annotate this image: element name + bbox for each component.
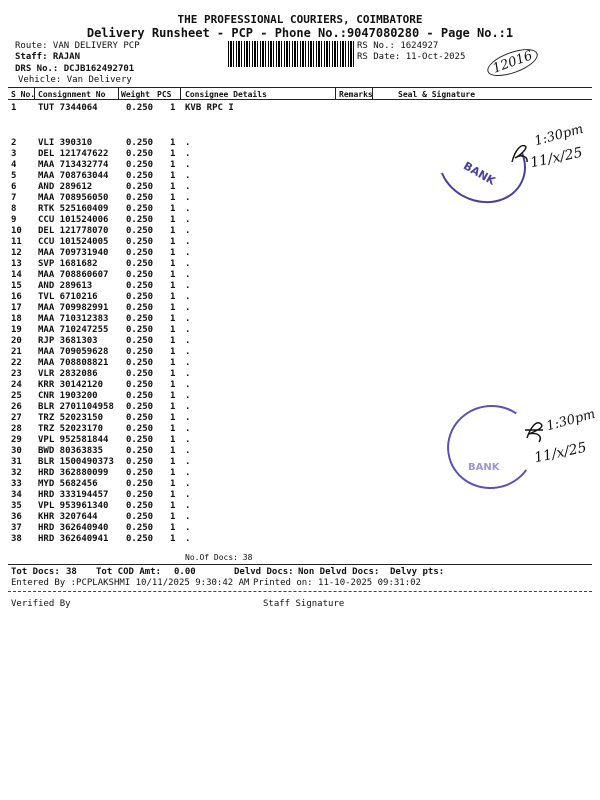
row-consignee-details: .: [185, 160, 191, 170]
row-sno: 10: [11, 226, 22, 236]
row-consignee-details: .: [185, 281, 191, 291]
table-row: [0, 369, 600, 380]
signature-scribble: [523, 418, 547, 444]
table-row: [0, 237, 600, 248]
row-consignment: VLI 390310: [38, 138, 93, 148]
rs-date: RS Date: 11-Oct-2025: [357, 52, 466, 62]
row-sno: 6: [11, 182, 17, 192]
table-row: [0, 314, 600, 325]
row-weight: 0.250: [126, 468, 154, 478]
row-consignee-details: .: [185, 138, 191, 148]
table-bottom-rule: [8, 564, 592, 565]
row-pcs: 1: [170, 534, 176, 544]
row-weight: 0.250: [126, 193, 154, 203]
row-consignee-details: .: [185, 259, 191, 269]
row-sno: 23: [11, 369, 22, 379]
drs-number: DRS No.: DCJB162492701: [15, 64, 135, 74]
row-consignment: TRZ 52023170: [38, 424, 104, 434]
row-weight: 0.250: [126, 248, 154, 258]
row-weight: 0.250: [126, 391, 154, 401]
row-consignee-details: .: [185, 149, 191, 159]
no-of-docs: No.Of Docs: 38: [185, 553, 253, 562]
row-consignment: VPL 952581844: [38, 435, 109, 445]
row-weight: 0.250: [126, 336, 154, 346]
table-row: [0, 336, 600, 347]
footer-rule: [8, 591, 592, 592]
verified-by: Verified By: [11, 599, 71, 609]
row-sno: 36: [11, 512, 22, 522]
row-consignment: HRD 362880099: [38, 468, 109, 478]
row-consignment: TRZ 52023150: [38, 413, 104, 423]
row-weight: 0.250: [126, 204, 154, 214]
row-pcs: 1: [170, 281, 176, 291]
row-consignee-details: .: [185, 424, 191, 434]
row-pcs: 1: [170, 149, 176, 159]
row-sno: 1: [11, 103, 17, 113]
row-sno: 18: [11, 314, 22, 324]
row-pcs: 1: [170, 402, 176, 412]
tot-docs-label: Tot Docs:: [11, 567, 60, 577]
row-consignee-details: .: [185, 325, 191, 335]
table-row: [0, 534, 600, 545]
row-pcs: 1: [170, 270, 176, 280]
row-consignee-details: .: [185, 468, 191, 478]
stamp-date: 11/x/25: [528, 144, 585, 172]
row-consignee-details: .: [185, 171, 191, 181]
row-consignee-details: .: [185, 523, 191, 533]
row-weight: 0.250: [126, 347, 154, 357]
row-pcs: 1: [170, 248, 176, 258]
row-consignee-details: .: [185, 435, 191, 445]
row-consignment: VLR 2832086: [38, 369, 98, 379]
row-pcs: 1: [170, 413, 176, 423]
row-weight: 0.250: [126, 413, 154, 423]
row-consignee-details: .: [185, 182, 191, 192]
row-sno: 28: [11, 424, 22, 434]
col-divider: [180, 87, 181, 99]
row-consignee-details: .: [185, 358, 191, 368]
row-pcs: 1: [170, 424, 176, 434]
row-weight: 0.250: [126, 424, 154, 434]
table-row: [0, 103, 600, 114]
delvd-docs: Delvd Docs:: [234, 567, 294, 577]
barcode: [228, 41, 354, 67]
row-consignment: MAA 708763044: [38, 171, 109, 181]
row-pcs: 1: [170, 358, 176, 368]
row-weight: 0.250: [126, 171, 154, 181]
row-weight: 0.250: [126, 358, 154, 368]
row-consignee-details: .: [185, 248, 191, 258]
row-weight: 0.250: [126, 369, 154, 379]
row-consignee-details: .: [185, 237, 191, 247]
row-pcs: 1: [170, 138, 176, 148]
row-pcs: 1: [170, 314, 176, 324]
row-weight: 0.250: [126, 281, 154, 291]
row-consignee-details: .: [185, 369, 191, 379]
table-row: [0, 270, 600, 281]
stamp-text: BANK: [468, 462, 500, 473]
row-sno: 5: [11, 171, 17, 181]
row-consignment: TUT 7344064: [38, 103, 98, 113]
row-pcs: 1: [170, 226, 176, 236]
row-pcs: 1: [170, 325, 176, 335]
vehicle: Vehicle: Van Delivery: [18, 75, 132, 85]
row-sno: 17: [11, 303, 22, 313]
row-sno: 19: [11, 325, 22, 335]
row-pcs: 1: [170, 237, 176, 247]
row-consignment: CCU 101524005: [38, 237, 109, 247]
row-consignment: CNR 1903200: [38, 391, 98, 401]
row-pcs: 1: [170, 182, 176, 192]
route: Route: VAN DELIVERY PCP: [15, 41, 140, 51]
table-row: [0, 215, 600, 226]
runsheet-title: Delivery Runsheet - PCP - Phone No.:9047080280 - Page No.:1: [86, 26, 514, 40]
row-consignment: MAA 713432774: [38, 160, 109, 170]
row-consignee-details: .: [185, 292, 191, 302]
stamp-date: 11/x/25: [532, 439, 589, 467]
table-row: [0, 281, 600, 292]
row-pcs: 1: [170, 259, 176, 269]
row-consignee-details: .: [185, 215, 191, 225]
row-consignee-details: .: [185, 270, 191, 280]
row-consignment: MAA 710247255: [38, 325, 109, 335]
row-consignee-details: .: [185, 391, 191, 401]
row-sno: 16: [11, 292, 22, 302]
row-sno: 27: [11, 413, 22, 423]
row-sno: 8: [11, 204, 17, 214]
row-consignee-details: .: [185, 204, 191, 214]
row-consignment: HRD 362640940: [38, 523, 109, 533]
row-sno: 12: [11, 248, 22, 258]
row-consignment: RJP 3681303: [38, 336, 98, 346]
header-bottom-rule: [8, 99, 592, 100]
row-consignee-details: .: [185, 314, 191, 324]
row-pcs: 1: [170, 501, 176, 511]
row-consignee-details: .: [185, 402, 191, 412]
row-pcs: 1: [170, 457, 176, 467]
row-pcs: 1: [170, 512, 176, 522]
table-row: [0, 259, 600, 270]
row-consignment: MYD 5682456: [38, 479, 98, 489]
row-consignment: SVP 1681682: [38, 259, 98, 269]
row-sno: 37: [11, 523, 22, 533]
row-weight: 0.250: [126, 226, 154, 236]
row-pcs: 1: [170, 446, 176, 456]
row-pcs: 1: [170, 380, 176, 390]
table-row: [0, 248, 600, 259]
stamp-time: 1:30pm: [544, 406, 597, 435]
col-divider: [372, 87, 373, 99]
tot-docs-value: 38: [66, 567, 77, 577]
table-row: [0, 380, 600, 391]
row-consignee-details: KVB RPC I: [185, 103, 234, 113]
row-consignment: BWD 80363835: [38, 446, 104, 456]
row-consignment: DEL 121747622: [38, 149, 109, 159]
handwritten-note: 12016: [484, 44, 541, 82]
row-pcs: 1: [170, 204, 176, 214]
row-weight: 0.250: [126, 303, 154, 313]
delvy-pts: Delvy pts:: [390, 567, 445, 577]
row-consignment: KHR 3207644: [38, 512, 98, 522]
row-pcs: 1: [170, 171, 176, 181]
row-sno: 30: [11, 446, 22, 456]
signature-scribble: [509, 140, 531, 166]
row-consignee-details: .: [185, 490, 191, 500]
row-weight: 0.250: [126, 479, 154, 489]
table-row: [0, 325, 600, 336]
row-pcs: 1: [170, 336, 176, 346]
row-consignee-details: .: [185, 446, 191, 456]
table-row: [0, 303, 600, 314]
row-consignee-details: .: [185, 501, 191, 511]
header-top-rule: [8, 87, 592, 88]
company-name: THE PROFESSIONAL COURIERS, COIMBATORE: [177, 13, 423, 26]
staff: Staff: RAJAN: [15, 52, 81, 62]
row-pcs: 1: [170, 468, 176, 478]
staff-signature: Staff Signature: [263, 599, 345, 609]
row-consignment: AND 289612: [38, 182, 93, 192]
table-row: [0, 347, 600, 358]
row-consignee-details: .: [185, 303, 191, 313]
row-sno: 13: [11, 259, 22, 269]
tot-cod-value: 0.00: [174, 567, 196, 577]
row-sno: 7: [11, 193, 17, 203]
row-consignee-details: .: [185, 380, 191, 390]
row-weight: 0.250: [126, 182, 154, 192]
row-consignment: MAA 708860607: [38, 270, 109, 280]
row-sno: 9: [11, 215, 17, 225]
row-sno: 3: [11, 149, 17, 159]
row-sno: 32: [11, 468, 22, 478]
row-pcs: 1: [170, 160, 176, 170]
stamp-text: BANK: [461, 159, 498, 188]
col-divider: [335, 87, 336, 99]
row-pcs: 1: [170, 347, 176, 357]
row-sno: 31: [11, 457, 22, 467]
row-consignment: MAA 708808821: [38, 358, 109, 368]
row-consignment: BLR 1500490373: [38, 457, 114, 467]
col-remarks: Remarks: [339, 90, 373, 99]
row-sno: 2: [11, 138, 17, 148]
row-weight: 0.250: [126, 380, 154, 390]
table-row: [0, 204, 600, 215]
row-sno: 34: [11, 490, 22, 500]
row-consignment: BLR 2701104958: [38, 402, 114, 412]
row-consignment: MAA 709059628: [38, 347, 109, 357]
table-row: [0, 490, 600, 501]
row-weight: 0.250: [126, 402, 154, 412]
row-weight: 0.250: [126, 457, 154, 467]
row-weight: 0.250: [126, 103, 154, 113]
row-sno: 33: [11, 479, 22, 489]
row-weight: 0.250: [126, 512, 154, 522]
tot-cod-label: Tot COD Amt:: [96, 567, 162, 577]
row-sno: 26: [11, 402, 22, 412]
row-sno: 15: [11, 281, 22, 291]
table-row: [0, 358, 600, 369]
row-pcs: 1: [170, 369, 176, 379]
row-weight: 0.250: [126, 325, 154, 335]
row-consignment: CCU 101524006: [38, 215, 109, 225]
table-row: [0, 523, 600, 534]
col-divider: [118, 87, 119, 99]
row-weight: 0.250: [126, 292, 154, 302]
col-consignee-details: Consignee Details: [185, 90, 267, 99]
row-weight: 0.250: [126, 270, 154, 280]
row-sno: 4: [11, 160, 17, 170]
row-consignment: MAA 710312383: [38, 314, 109, 324]
row-sno: 24: [11, 380, 22, 390]
row-pcs: 1: [170, 490, 176, 500]
non-delvd-docs: Non Delvd Docs:: [298, 567, 380, 577]
row-weight: 0.250: [126, 259, 154, 269]
row-consignment: HRD 362640941: [38, 534, 109, 544]
row-consignee-details: .: [185, 336, 191, 346]
row-pcs: 1: [170, 103, 176, 113]
col-consignment: Consignment No: [38, 90, 106, 99]
col-pcs: PCS: [157, 90, 172, 99]
col-sno: S No.: [11, 90, 36, 99]
row-weight: 0.250: [126, 314, 154, 324]
row-weight: 0.250: [126, 523, 154, 533]
row-pcs: 1: [170, 303, 176, 313]
row-sno: 29: [11, 435, 22, 445]
row-consignee-details: .: [185, 457, 191, 467]
row-weight: 0.250: [126, 138, 154, 148]
row-sno: 35: [11, 501, 22, 511]
row-consignee-details: .: [185, 534, 191, 544]
row-consignment: AND 289613: [38, 281, 93, 291]
row-pcs: 1: [170, 391, 176, 401]
row-consignment: RTK 525160409: [38, 204, 109, 214]
row-consignment: DEL 121778070: [38, 226, 109, 236]
row-sno: 25: [11, 391, 22, 401]
rs-number: RS No.: 1624927: [357, 41, 439, 51]
table-row: [0, 226, 600, 237]
table-row: [0, 292, 600, 303]
row-weight: 0.250: [126, 160, 154, 170]
printed-on: Printed on: 11-10-2025 09:31:02: [253, 578, 421, 588]
table-row: [0, 391, 600, 402]
col-seal-signature: Seal & Signature: [398, 90, 476, 99]
row-sno: 11: [11, 237, 22, 247]
row-consignee-details: .: [185, 226, 191, 236]
row-consignee-details: .: [185, 193, 191, 203]
row-consignment: VPL 953961340: [38, 501, 109, 511]
row-weight: 0.250: [126, 501, 154, 511]
row-consignment: HRD 333194457: [38, 490, 109, 500]
row-weight: 0.250: [126, 534, 154, 544]
table-row: [0, 501, 600, 512]
row-sno: 22: [11, 358, 22, 368]
row-consignee-details: .: [185, 512, 191, 522]
row-pcs: 1: [170, 435, 176, 445]
row-pcs: 1: [170, 292, 176, 302]
row-consignment: KRR 30142120: [38, 380, 104, 390]
row-sno: 21: [11, 347, 22, 357]
row-sno: 14: [11, 270, 22, 280]
row-weight: 0.250: [126, 446, 154, 456]
row-consignee-details: .: [185, 479, 191, 489]
row-weight: 0.250: [126, 237, 154, 247]
row-consignment: TVL 6710216: [38, 292, 98, 302]
row-sno: 20: [11, 336, 22, 346]
col-divider: [34, 87, 35, 99]
row-consignment: MAA 709731940: [38, 248, 109, 258]
col-weight: Weight: [121, 90, 150, 99]
row-consignment: MAA 709982991: [38, 303, 109, 313]
row-consignee-details: .: [185, 347, 191, 357]
entered-by: Entered By :PCPLAKSHMI 10/11/2025 9:30:42 AM: [11, 578, 250, 588]
row-pcs: 1: [170, 193, 176, 203]
row-weight: 0.250: [126, 149, 154, 159]
table-row: [0, 512, 600, 523]
row-consignment: MAA 708956050: [38, 193, 109, 203]
row-consignee-details: .: [185, 413, 191, 423]
row-pcs: 1: [170, 479, 176, 489]
row-weight: 0.250: [126, 435, 154, 445]
row-sno: 38: [11, 534, 22, 544]
row-pcs: 1: [170, 523, 176, 533]
row-weight: 0.250: [126, 490, 154, 500]
stamp-time: 1:30pm: [532, 121, 585, 150]
row-weight: 0.250: [126, 215, 154, 225]
row-pcs: 1: [170, 215, 176, 225]
